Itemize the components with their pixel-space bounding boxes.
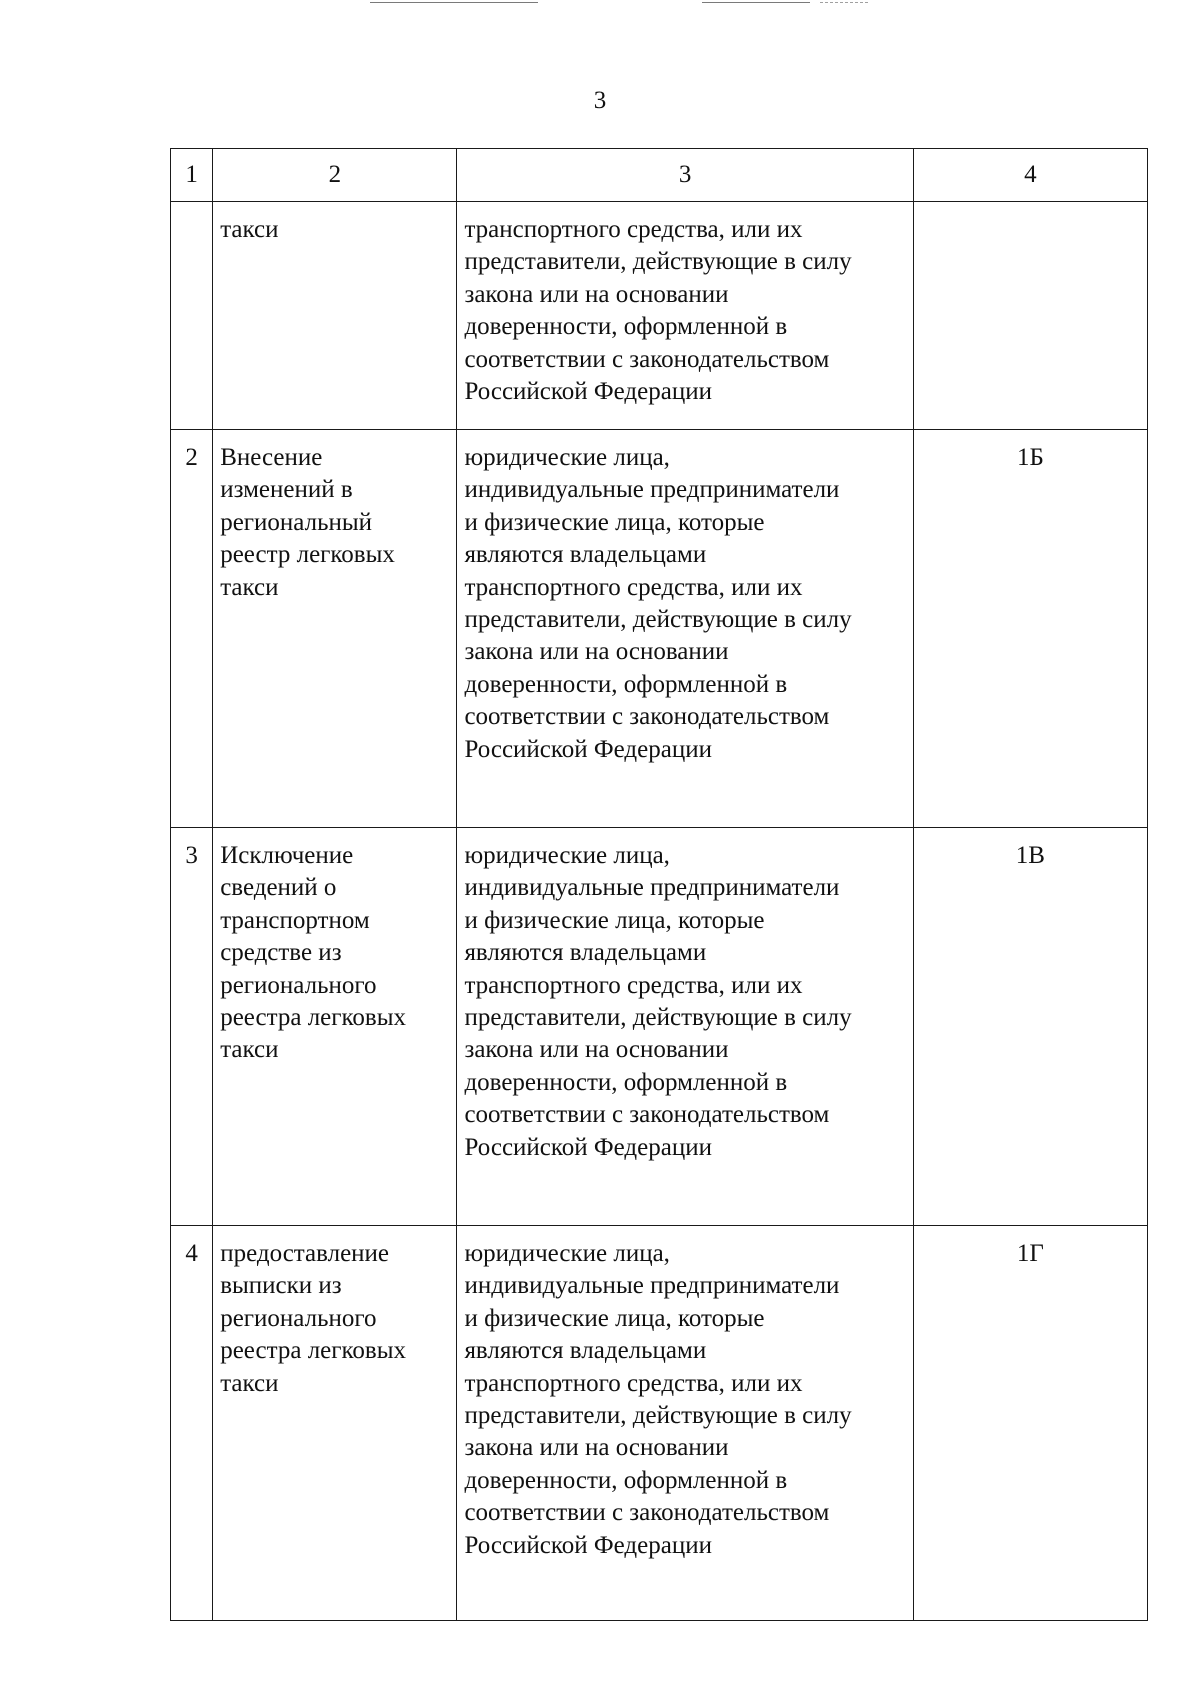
applicants-cell <box>457 202 913 430</box>
service-code: 1В <box>913 828 1147 1226</box>
services-table <box>170 148 1148 1621</box>
table-row <box>171 430 1148 828</box>
applicants-cell <box>457 430 913 828</box>
column-header: 4 <box>913 149 1147 202</box>
service-name: такси <box>220 216 279 243</box>
scan-edge-line <box>702 2 810 3</box>
table-row <box>171 202 1148 430</box>
applicants-text: юридические лица, индивидуальные предприниматели и физические лица, которые являются владельцами транспортного средства, или их представители, действующие в силу закона или на основании доверенности, оформленной в соответствии с законодательством Российской Федерации <box>464 1240 852 1559</box>
row-number <box>171 202 213 430</box>
service-name-cell <box>213 430 457 828</box>
service-name-cell <box>213 202 457 430</box>
page-number: 3 <box>593 87 607 114</box>
row-number: 2 <box>171 430 213 828</box>
column-header: 1 <box>171 149 213 202</box>
table-header-row <box>171 149 1148 202</box>
service-code: 1Г <box>913 1226 1147 1621</box>
scan-edge-line <box>820 2 868 3</box>
table-row <box>171 1226 1148 1621</box>
applicants-text: юридические лица, индивидуальные предприниматели и физические лица, которые являются владельцами транспортного средства, или их представители, действующие в силу закона или на основании доверенности, оформленной в соответствии с законодательством Российской Федерации <box>464 842 852 1161</box>
service-name: Исключение сведений о транспортном средстве из регионального реестра легковых такси <box>220 842 406 1064</box>
service-name: Внесение изменений в региональный реестр легковых такси <box>220 444 395 601</box>
service-name-cell <box>213 1226 457 1621</box>
applicants-text: транспортного средства, или их представители, действующие в силу закона или на основании доверенности, оформленной в соответствии с законодательством Российской Федерации <box>464 216 852 406</box>
service-name-cell <box>213 828 457 1226</box>
applicants-text: юридические лица, индивидуальные предприниматели и физические лица, которые являются владельцами транспортного средства, или их представители, действующие в силу закона или на основании доверенности, оформленной в соответствии с законодательством Российской Федерации <box>464 444 852 763</box>
table-row <box>171 828 1148 1226</box>
row-number: 4 <box>171 1226 213 1621</box>
service-code <box>913 202 1147 430</box>
service-code: 1Б <box>913 430 1147 828</box>
column-header: 3 <box>457 149 913 202</box>
column-header: 2 <box>213 149 457 202</box>
row-number: 3 <box>171 828 213 1226</box>
applicants-cell <box>457 828 913 1226</box>
service-name: предоставление выписки из регионального реестра легковых такси <box>220 1240 406 1397</box>
applicants-cell <box>457 1226 913 1621</box>
scan-edge-line <box>370 2 538 3</box>
